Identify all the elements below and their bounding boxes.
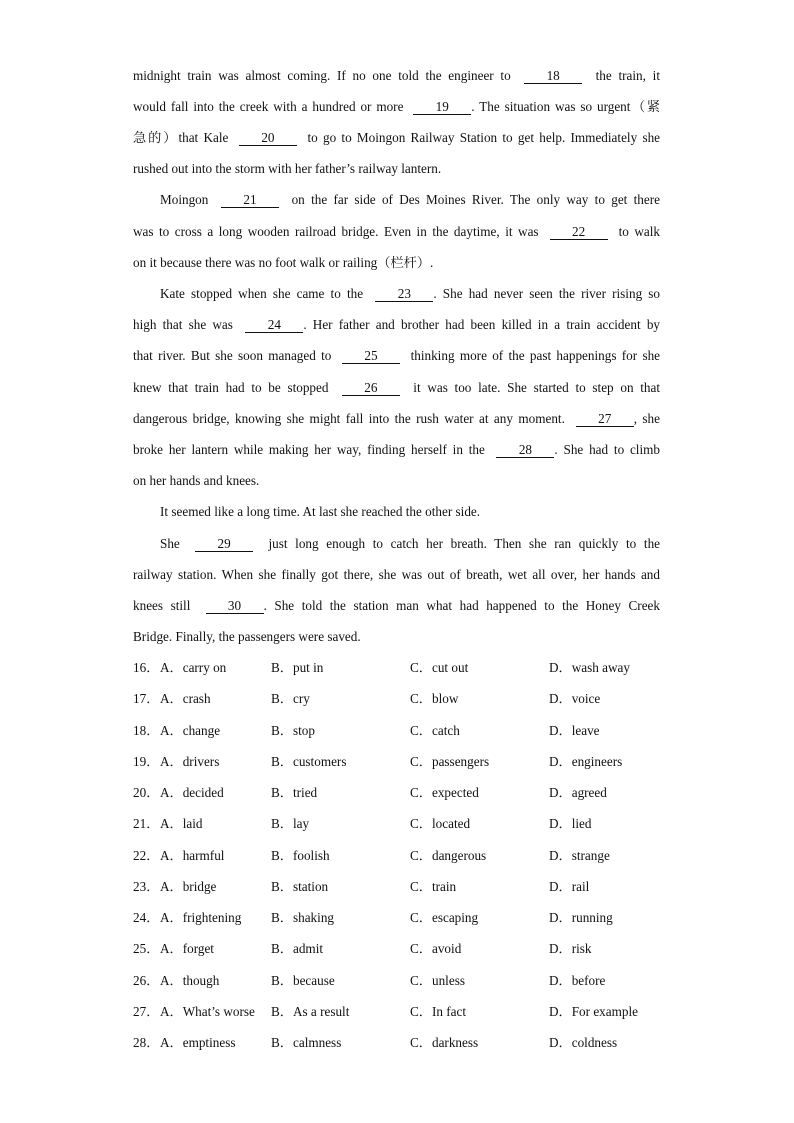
passage-text: 急的）that Kale xyxy=(133,130,229,145)
passage-text: it was too late. She started to step on that xyxy=(413,380,661,395)
blank-30: 30 xyxy=(206,599,264,614)
option-a: A．frightening xyxy=(160,910,242,925)
passage-text: thinking more of the past happenings for she xyxy=(410,348,661,363)
option-a: A．crash xyxy=(160,691,211,707)
passage-text: Kate stopped when she came to the xyxy=(160,286,364,301)
passage-text: Bridge. Finally, the passengers were saved. xyxy=(133,629,361,644)
passage-text: on the far side of Des Moines River. The only way to get there xyxy=(291,192,661,207)
blank-29: 29 xyxy=(195,537,253,552)
passage-text: . Her father and brother had been killed in a train accident by xyxy=(303,317,661,332)
passage-text: on her hands and knees. xyxy=(133,473,260,488)
passage-text: that river. But she soon managed to xyxy=(133,348,332,363)
option-b: B．As a result xyxy=(271,1003,350,1019)
passage-line xyxy=(160,536,660,552)
option-c: C．catch xyxy=(410,722,460,738)
blank-19: 19 xyxy=(413,100,471,115)
option-c: C．located xyxy=(410,816,471,832)
option-c: C．unless xyxy=(410,972,465,988)
option-d: D．voice xyxy=(549,691,601,707)
passage-line xyxy=(133,224,660,240)
option-c: C．darkness xyxy=(410,1035,479,1050)
passage-line xyxy=(133,255,660,271)
option-b: B．stop xyxy=(271,722,315,738)
passage-text: to walk xyxy=(618,224,660,239)
blank-27: 27 xyxy=(576,412,634,427)
option-c: C．dangerous xyxy=(410,847,487,863)
option-a: A．laid xyxy=(160,816,203,832)
option-d: D．lied xyxy=(549,816,592,832)
passage-line xyxy=(133,99,660,115)
question-number: 28． xyxy=(133,1035,160,1050)
blank-23: 23 xyxy=(375,287,433,302)
option-d: D．engineers xyxy=(549,753,623,769)
option-a: A．forget xyxy=(160,941,214,957)
option-a: A．drivers xyxy=(160,753,220,769)
option-d: D．leave xyxy=(549,722,600,738)
question-number: 21． xyxy=(133,816,160,832)
option-b: B．lay xyxy=(271,816,310,832)
passage-line xyxy=(133,130,660,146)
passage-text: high that she was xyxy=(133,317,233,332)
option-b: B．tried xyxy=(271,785,318,800)
question-number: 23． xyxy=(133,878,160,894)
option-b: B．calmness xyxy=(271,1035,342,1050)
passage-text: was to cross a long wooden railroad bridge. Even in the daytime, it was xyxy=(133,224,539,239)
option-c: C．In fact xyxy=(410,1003,467,1019)
passage-text: dangerous bridge, knowing she might fall into the rush water at any moment. xyxy=(133,411,565,426)
option-c: C．passengers xyxy=(410,753,490,769)
passage-text: . She had to climb xyxy=(554,442,660,457)
question-number: 20． xyxy=(133,785,160,800)
option-c: C．cut out xyxy=(410,660,469,675)
option-c: C．train xyxy=(410,878,457,894)
passage-line xyxy=(160,286,660,302)
option-b: B．admit xyxy=(271,941,324,957)
passage-text: broke her lantern while making her way, finding herself in the xyxy=(133,442,485,457)
passage-text: She xyxy=(160,536,180,551)
passage-text: Moingon xyxy=(160,192,209,207)
passage-text: the train, it xyxy=(595,68,660,83)
passage-text: It seemed like a long time. At last she reached the other side. xyxy=(160,504,481,519)
option-c: C．escaping xyxy=(410,910,479,925)
passage-line xyxy=(133,348,660,364)
passage-text: on it because there was no foot walk or railing（栏杆）. xyxy=(133,255,434,270)
passage-text: knees still xyxy=(133,598,191,613)
option-a: A．change xyxy=(160,722,221,738)
passage-text: . She had never seen the river rising so xyxy=(433,286,661,301)
passage-text: just long enough to catch her breath. Then she ran quickly to the xyxy=(268,536,661,551)
option-b: B．cry xyxy=(271,691,310,707)
option-d: D．coldness xyxy=(549,1035,618,1050)
option-b: B．station xyxy=(271,878,329,894)
blank-20: 20 xyxy=(239,131,297,146)
option-d: D．risk xyxy=(549,941,592,957)
blank-25: 25 xyxy=(342,349,400,364)
option-b: B．because xyxy=(271,972,335,988)
option-b: B．shaking xyxy=(271,910,335,925)
passage-text: , she xyxy=(633,411,661,426)
passage-line xyxy=(133,629,660,645)
passage-text: railway station. When she finally got there, she was out of breath, wet all over, her hands and xyxy=(133,567,660,582)
passage-text: . She told the station man what had happened to the Honey Creek xyxy=(263,598,660,613)
question-number: 25． xyxy=(133,941,160,957)
question-number: 27． xyxy=(133,1003,160,1019)
option-b: B．put in xyxy=(271,660,324,675)
option-d: D．rail xyxy=(549,878,590,894)
blank-22: 22 xyxy=(550,225,608,240)
option-a: A．bridge xyxy=(160,878,217,894)
passage-text: knew that train had to be stopped xyxy=(133,380,329,395)
passage-text: . The situation was so urgent（紧 xyxy=(471,99,661,114)
passage-text: would fall into the creek with a hundred or more xyxy=(133,99,404,114)
question-number: 18． xyxy=(133,722,160,738)
blank-26: 26 xyxy=(342,381,400,396)
passage-line xyxy=(133,380,660,396)
option-d: D．For example xyxy=(549,1003,638,1019)
passage-text: midnight train was almost coming. If no one told the engineer to xyxy=(133,68,511,83)
question-number: 26． xyxy=(133,972,160,988)
option-c: C．expected xyxy=(410,785,479,800)
passage-line xyxy=(160,192,660,208)
option-b: B．customers xyxy=(271,753,347,769)
passage-line xyxy=(133,598,660,614)
option-d: D．before xyxy=(549,972,606,988)
option-a: A．though xyxy=(160,972,220,988)
option-a: A．harmful xyxy=(160,847,225,863)
passage-text: to go to Moingon Railway Station to get help. Immediately she xyxy=(307,130,661,145)
option-a: A．carry on xyxy=(160,660,227,675)
passage-line xyxy=(133,473,660,489)
option-d: D．running xyxy=(549,910,613,925)
option-d: D．wash away xyxy=(549,660,630,675)
question-number: 17． xyxy=(133,691,160,707)
blank-24: 24 xyxy=(245,318,303,333)
question-number: 19． xyxy=(133,753,160,769)
option-d: D．strange xyxy=(549,847,610,863)
passage-line xyxy=(133,161,660,177)
passage-line xyxy=(160,504,660,520)
option-a: A．decided xyxy=(160,785,224,800)
passage-line xyxy=(133,442,660,458)
question-number: 16． xyxy=(133,660,160,675)
option-c: C．blow xyxy=(410,691,459,707)
question-number: 24． xyxy=(133,910,160,925)
option-a: A．emptiness xyxy=(160,1035,236,1050)
option-b: B．foolish xyxy=(271,847,330,863)
option-c: C．avoid xyxy=(410,941,462,957)
passage-line xyxy=(133,68,660,84)
passage-line xyxy=(133,317,660,333)
blank-21: 21 xyxy=(221,193,279,208)
blank-18: 18 xyxy=(524,69,582,84)
passage-line xyxy=(133,567,660,583)
blank-28: 28 xyxy=(496,443,554,458)
option-d: D．agreed xyxy=(549,785,607,800)
passage-line xyxy=(133,411,660,427)
option-a: A．What’s worse xyxy=(160,1003,255,1019)
passage-text: rushed out into the storm with her father’s railway lantern. xyxy=(133,161,442,176)
question-number: 22． xyxy=(133,847,160,863)
